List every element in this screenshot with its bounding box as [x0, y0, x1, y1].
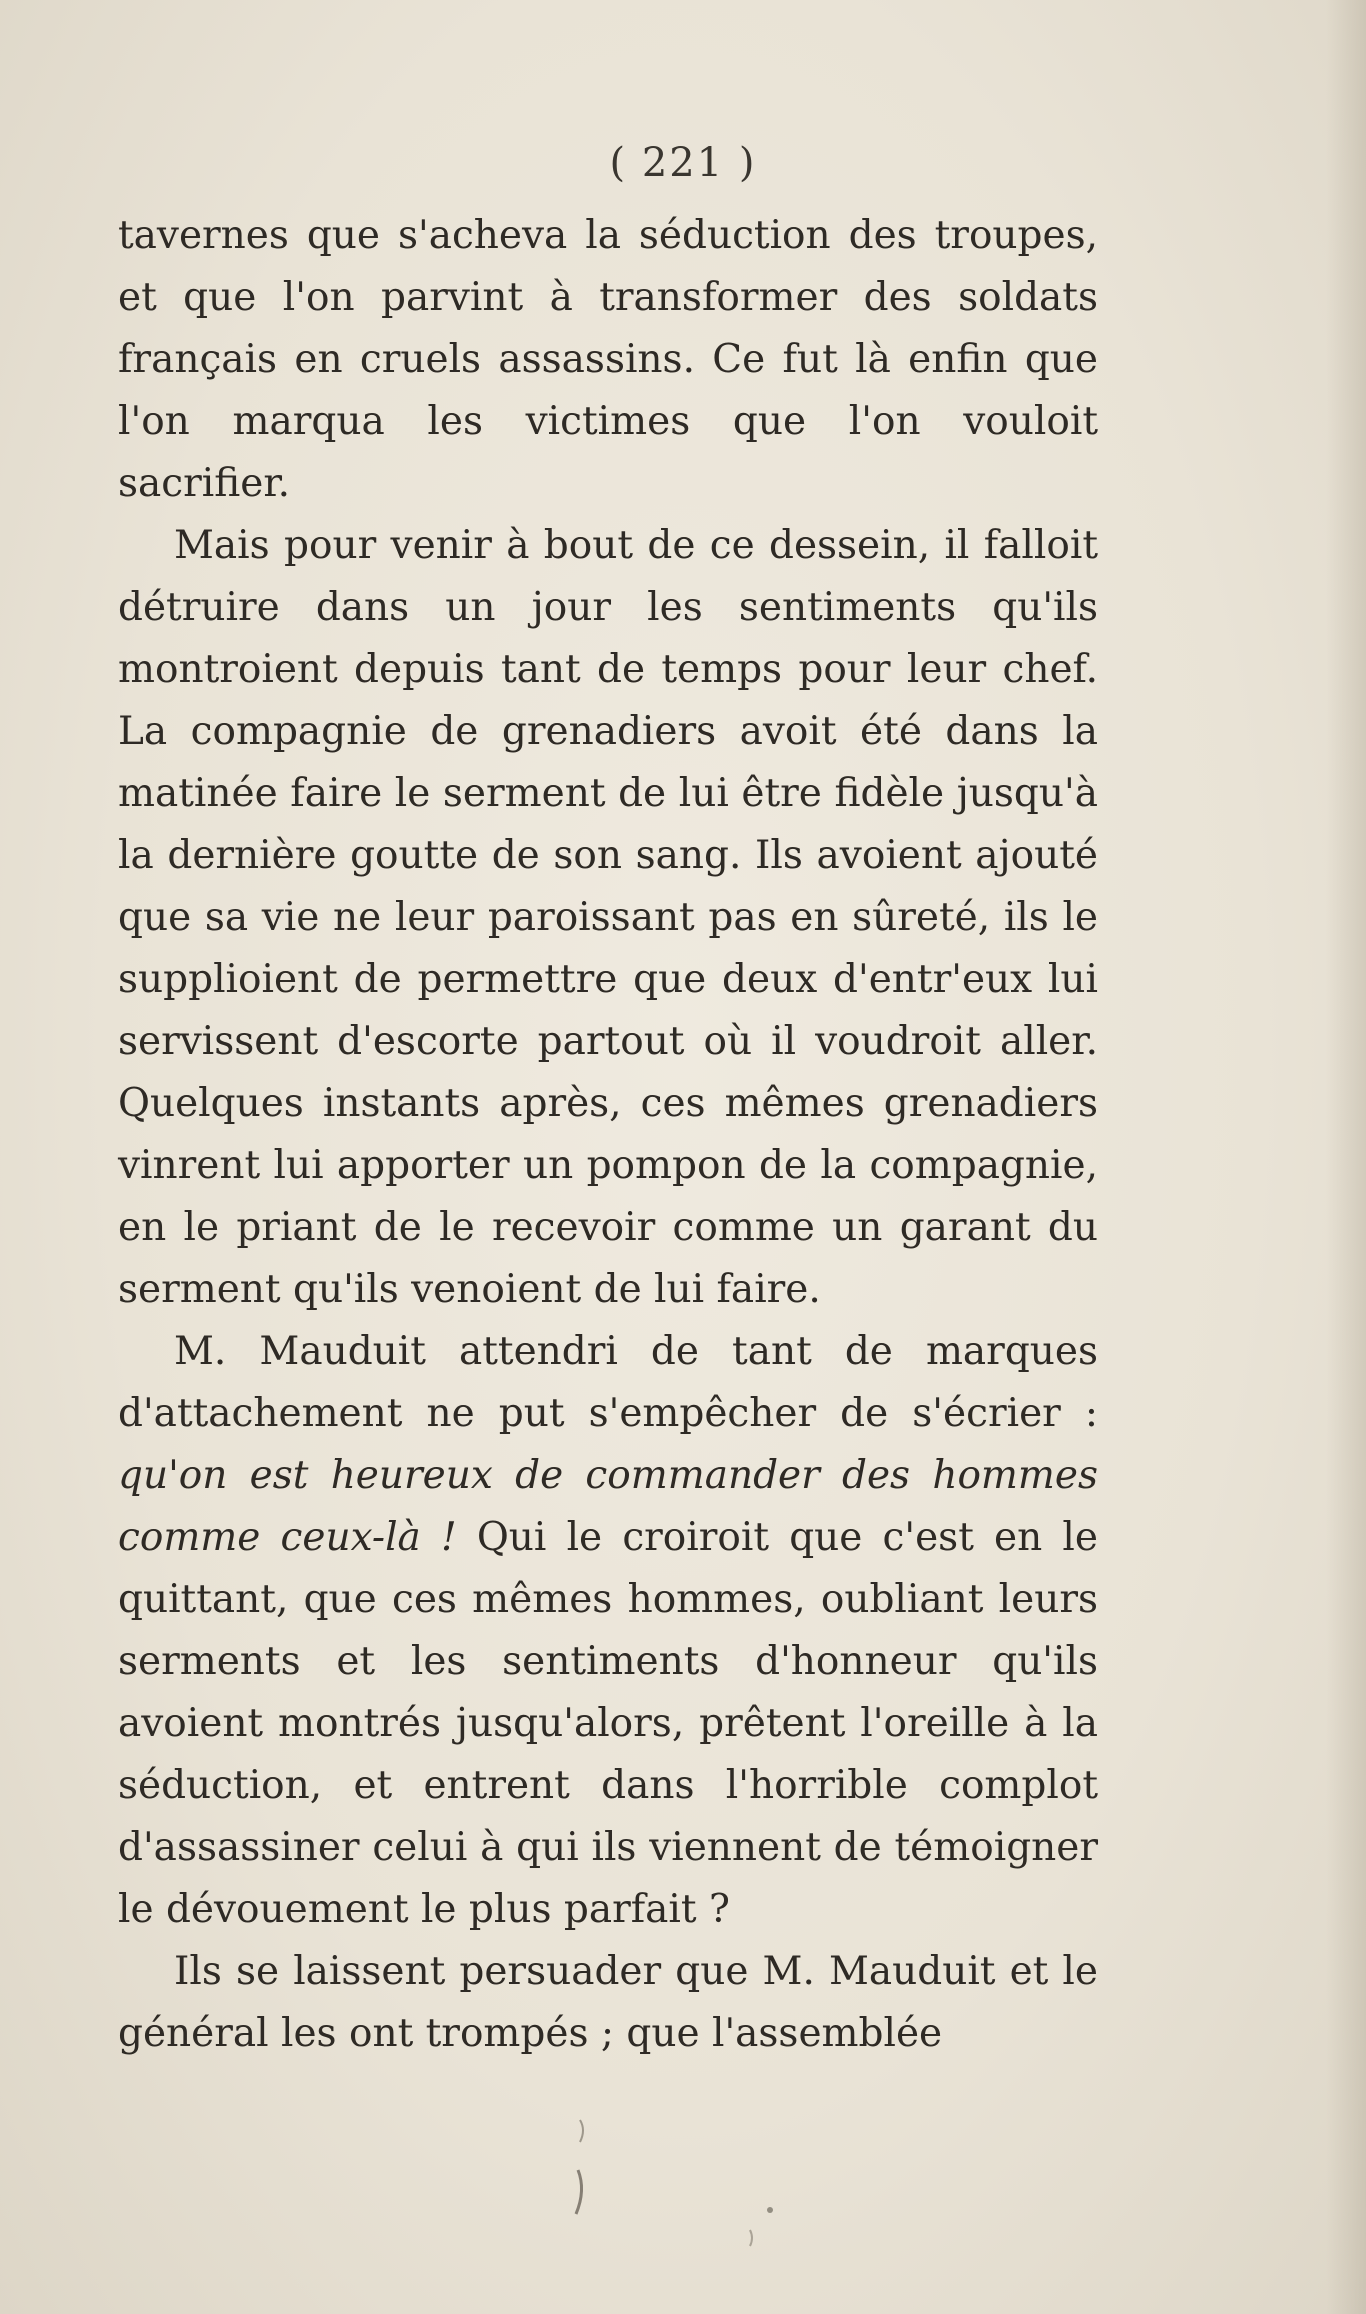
- paragraph-3: [118, 1321, 1098, 1941]
- paragraph-3-text-before: M. Mauduit attendri de tant de marques d'attachement ne put s'empêcher de s'écrier :: [118, 1329, 1098, 1436]
- paragraph-3-text-after: Qui le croiroit que c'est en le quittant, que ces mêmes hommes, oubliant leurs serments et les sentiments d'honneur qu'ils avoient montrés jusqu'alors, prêtent l'oreille à la séduction, et entrent dans l'horrible complot d'assassiner celui à qui ils viennent de témoigner le dévouement le plus parfait ?: [118, 1515, 1098, 1932]
- page-number: ( 221 ): [609, 140, 757, 186]
- paragraph-4-text: Ils se laissent persuader que M. Mauduit et le général les ont trompés ; que l'assemblée: [118, 1949, 1098, 2056]
- paragraph-2-text: Mais pour venir à bout de ce dessein, il falloit détruire dans un jour les sentiments qu'ils montroient depuis tant de temps pour leur chef. La compagnie de grenadiers avoit été dans la matinée faire le serment de lui être fidèle jusqu'à la dernière goutte de son sang. Ils avoient ajouté que sa vie ne leur paroissant pas en sûreté, ils le supplioient de permettre que deux d'entr'eux lui servissent d'escorte partout où il voudroit aller. Quelques instants après, ces mêmes grenadiers vinrent lui apporter un pompon de la compagnie, en le priant de le recevoir comme un garant du serment qu'ils venoient de lui faire.: [118, 523, 1098, 1312]
- paragraph-4: [118, 1941, 1098, 2065]
- page-edge-shadow: [1326, 0, 1366, 2314]
- paragraph-1: [118, 205, 1098, 515]
- paragraph-2: [118, 515, 1098, 1321]
- paper-specks-decoration: [560, 2110, 820, 2250]
- body-text: [118, 205, 1098, 2065]
- paragraph-1-text: tavernes que s'acheva la séduction des troupes, et que l'on parvint à transformer des soldats français en cruels assassins. Ce fut là enfin que l'on marqua les victimes que l'on vouloit sacrifier.: [118, 213, 1098, 506]
- paragraph-3-italic-exclamation: qu'on est heureux de commander des hommes comme ceux-là !: [118, 1453, 1098, 1560]
